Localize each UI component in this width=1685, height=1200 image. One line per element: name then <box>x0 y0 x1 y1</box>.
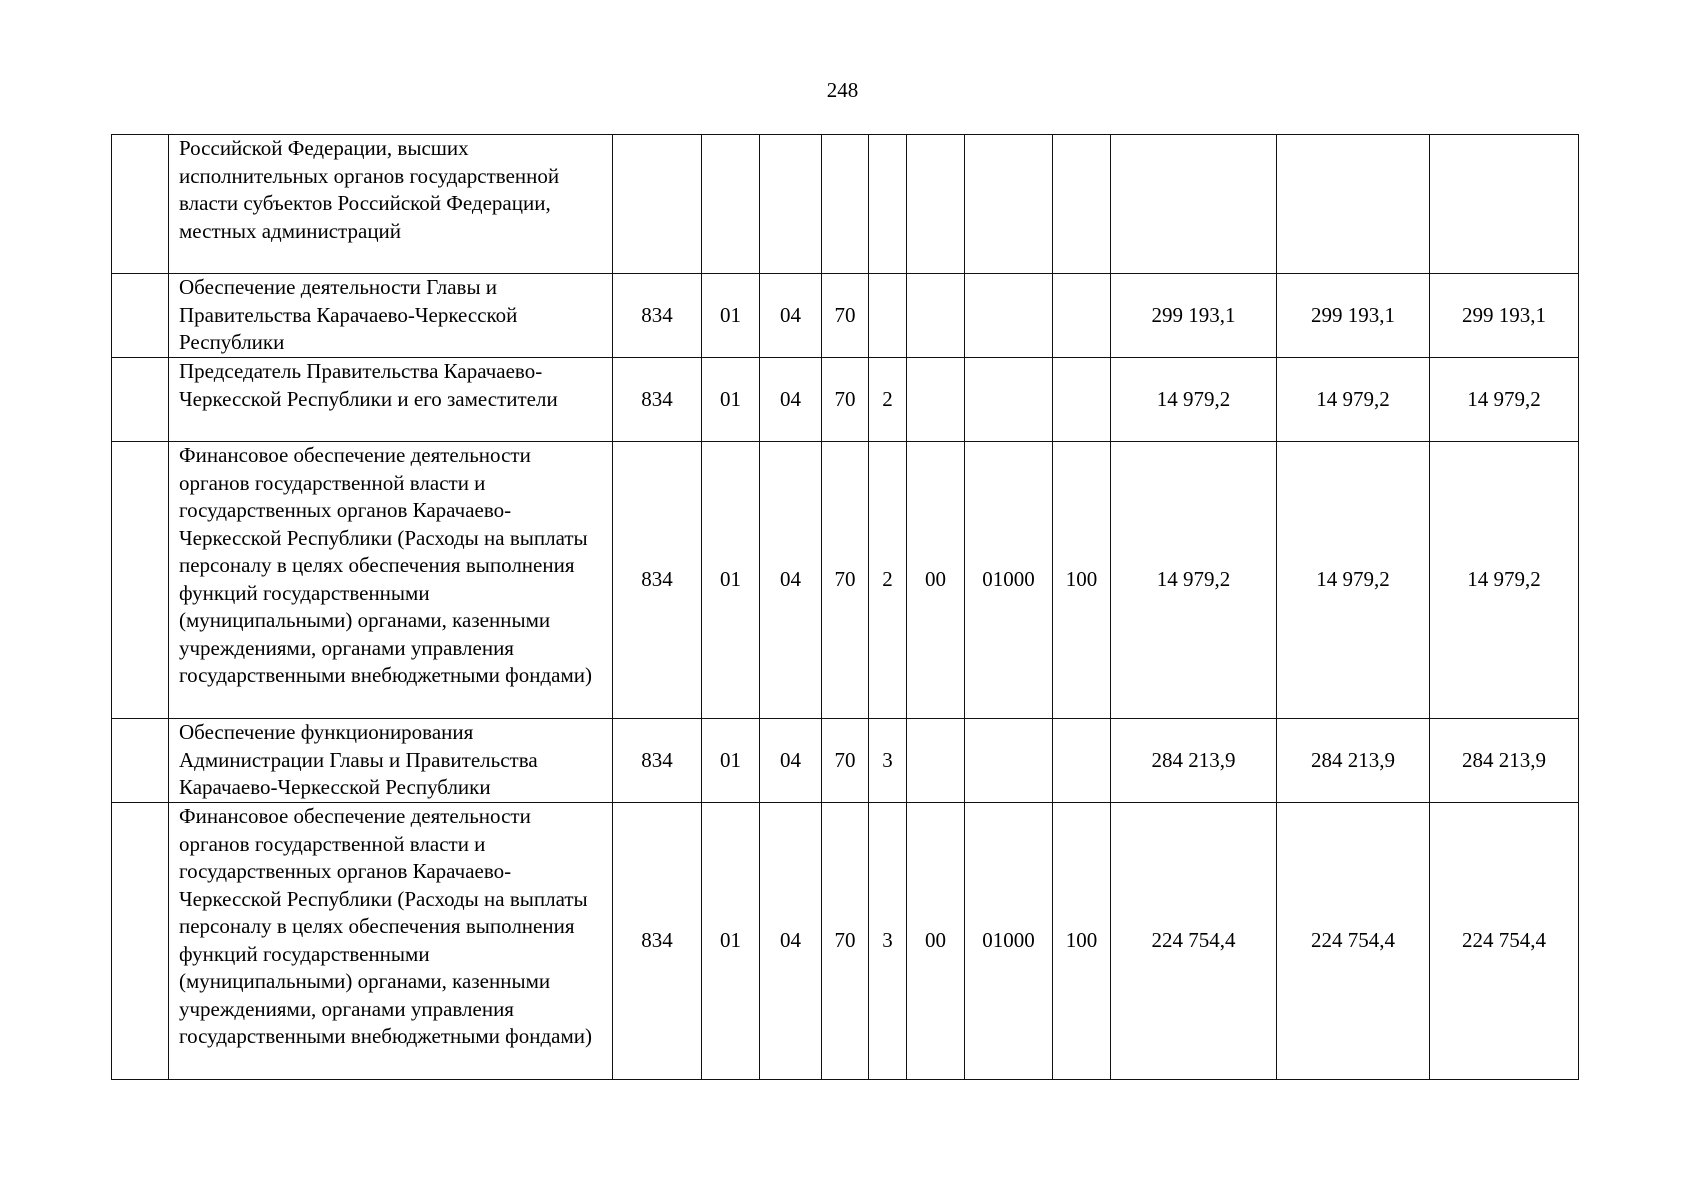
row-name-cell: Финансовое обеспечение деятельности органов государственной власти и государственных органов Карачаево-Черкесской Республики (Расходы на выплаты персоналу в целях обеспечения выполнения функций государственными (муниципальными) органами, казенными учреждениями, органами управления государственными внебюджетными фондами) <box>169 803 613 1080</box>
subsection-code-cell: 04 <box>760 803 822 1080</box>
amount-2-cell: 284 213,9 <box>1277 719 1430 803</box>
section-code-cell: 01 <box>702 358 760 442</box>
amount-3-cell: 224 754,4 <box>1430 803 1579 1080</box>
amount-1-cell: 299 193,1 <box>1111 274 1277 358</box>
program-code-cell: 70 <box>822 719 869 803</box>
amount-2-cell <box>1277 135 1430 274</box>
expense-type-cell <box>1053 358 1111 442</box>
ministry-code-cell: 834 <box>613 274 702 358</box>
subprogram-code-cell <box>869 135 907 274</box>
amount-1-cell: 224 754,4 <box>1111 803 1277 1080</box>
section-code-cell: 01 <box>702 719 760 803</box>
main-event-code-cell <box>907 274 965 358</box>
row-number-cell <box>112 442 169 719</box>
subprogram-code-cell: 2 <box>869 442 907 719</box>
ministry-code-cell: 834 <box>613 719 702 803</box>
amount-1-cell: 284 213,9 <box>1111 719 1277 803</box>
expense-type-cell <box>1053 274 1111 358</box>
program-code-cell: 70 <box>822 358 869 442</box>
subsection-code-cell <box>760 135 822 274</box>
direction-code-cell <box>965 274 1053 358</box>
main-event-code-cell <box>907 135 965 274</box>
ministry-code-cell <box>613 135 702 274</box>
row-name-cell: Финансовое обеспечение деятельности органов государственной власти и государственных органов Карачаево-Черкесской Республики (Расходы на выплаты персоналу в целях обеспечения выполнения функций государственными (муниципальными) органами, казенными учреждениями, органами управления государственными внебюджетными фондами) <box>169 442 613 719</box>
row-number-cell <box>112 803 169 1080</box>
section-code-cell: 01 <box>702 274 760 358</box>
main-event-code-cell <box>907 358 965 442</box>
amount-1-cell: 14 979,2 <box>1111 442 1277 719</box>
program-code-cell <box>822 135 869 274</box>
amount-3-cell: 299 193,1 <box>1430 274 1579 358</box>
table-row <box>112 358 1579 442</box>
row-name-cell: Обеспечение функционирования Администрации Главы и Правительства Карачаево-Черкесской Республики <box>169 719 613 803</box>
row-name-cell: Российской Федерации, высших исполнительных органов государственной власти субъектов Российской Федерации, местных администраций <box>169 135 613 274</box>
amount-2-cell: 14 979,2 <box>1277 442 1430 719</box>
table-row <box>112 803 1579 1080</box>
page-number: 248 <box>826 78 859 102</box>
amount-2-cell: 14 979,2 <box>1277 358 1430 442</box>
table-row <box>112 274 1579 358</box>
row-number-cell <box>112 274 169 358</box>
program-code-cell: 70 <box>822 442 869 719</box>
subprogram-code-cell: 2 <box>869 358 907 442</box>
subprogram-code-cell: 3 <box>869 803 907 1080</box>
amount-3-cell: 14 979,2 <box>1430 442 1579 719</box>
amount-2-cell: 224 754,4 <box>1277 803 1430 1080</box>
expense-type-cell <box>1053 719 1111 803</box>
amount-1-cell <box>1111 135 1277 274</box>
amount-2-cell: 299 193,1 <box>1277 274 1430 358</box>
direction-code-cell <box>965 135 1053 274</box>
direction-code-cell <box>965 719 1053 803</box>
ministry-code-cell: 834 <box>613 803 702 1080</box>
row-number-cell <box>112 135 169 274</box>
section-code-cell: 01 <box>702 803 760 1080</box>
amount-3-cell: 284 213,9 <box>1430 719 1579 803</box>
amount-3-cell <box>1430 135 1579 274</box>
table-row <box>112 135 1579 274</box>
direction-code-cell: 01000 <box>965 442 1053 719</box>
amount-1-cell: 14 979,2 <box>1111 358 1277 442</box>
budget-table <box>111 134 1579 1080</box>
row-number-cell <box>112 719 169 803</box>
main-event-code-cell <box>907 719 965 803</box>
subprogram-code-cell <box>869 274 907 358</box>
expense-type-cell: 100 <box>1053 442 1111 719</box>
main-event-code-cell: 00 <box>907 442 965 719</box>
amount-3-cell: 14 979,2 <box>1430 358 1579 442</box>
direction-code-cell <box>965 358 1053 442</box>
program-code-cell: 70 <box>822 274 869 358</box>
table-row <box>112 442 1579 719</box>
ministry-code-cell: 834 <box>613 442 702 719</box>
section-code-cell <box>702 135 760 274</box>
row-name-cell: Обеспечение деятельности Главы и Правительства Карачаево-Черкесской Республики <box>169 274 613 358</box>
main-event-code-cell: 00 <box>907 803 965 1080</box>
expense-type-cell <box>1053 135 1111 274</box>
subsection-code-cell: 04 <box>760 358 822 442</box>
program-code-cell: 70 <box>822 803 869 1080</box>
subprogram-code-cell: 3 <box>869 719 907 803</box>
subsection-code-cell: 04 <box>760 719 822 803</box>
row-name-cell: Председатель Правительства Карачаево-Черкесской Республики и его заместители <box>169 358 613 442</box>
direction-code-cell: 01000 <box>965 803 1053 1080</box>
table-row <box>112 719 1579 803</box>
subsection-code-cell: 04 <box>760 442 822 719</box>
ministry-code-cell: 834 <box>613 358 702 442</box>
row-number-cell <box>112 358 169 442</box>
subsection-code-cell: 04 <box>760 274 822 358</box>
expense-type-cell: 100 <box>1053 803 1111 1080</box>
section-code-cell: 01 <box>702 442 760 719</box>
